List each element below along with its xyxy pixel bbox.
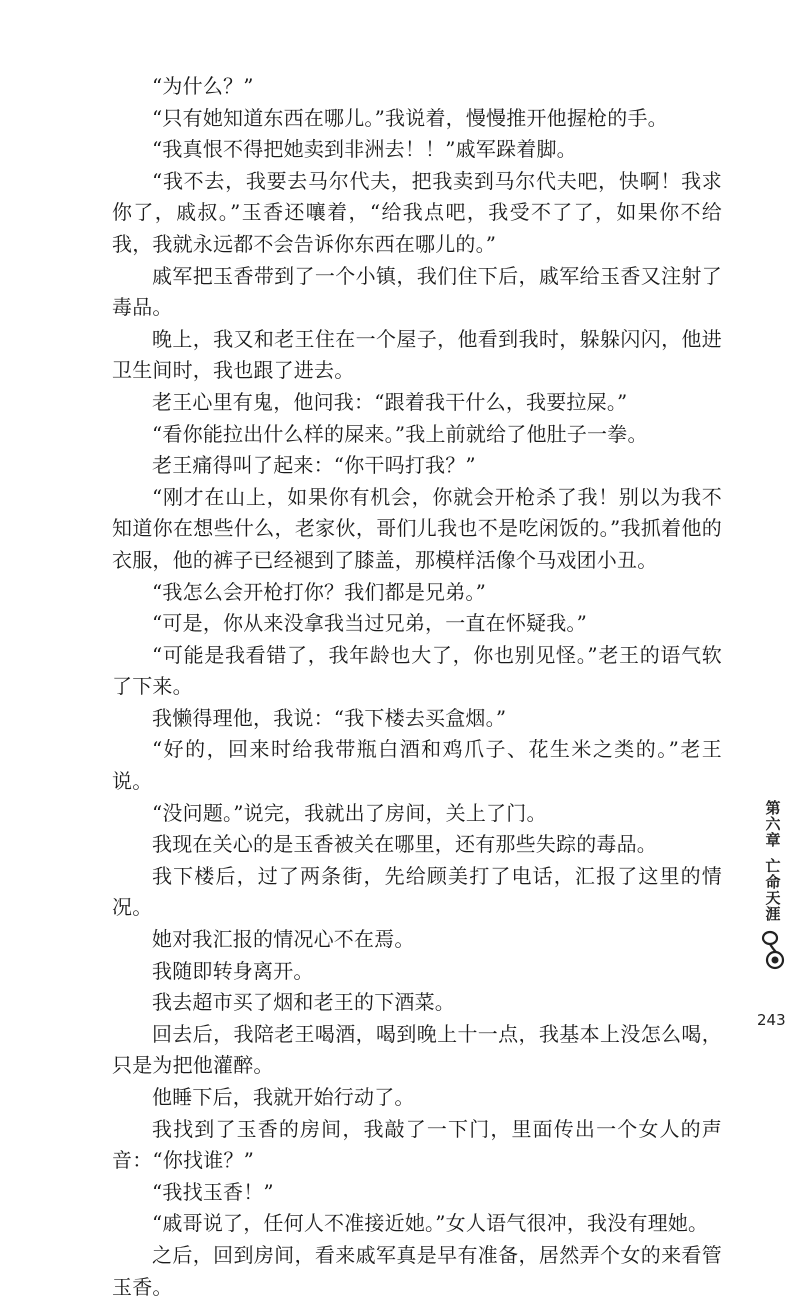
- paragraph: 我下楼后，过了两条街，先给顾美打了电话，汇报了这里的情况。: [112, 863, 722, 920]
- paragraph: 我懒得理他，我说：“我下楼去买盒烟。”: [152, 705, 507, 730]
- paragraph: “我不去，我要去马尔代夫，把我卖到马尔代夫吧，快啊！我求你了，戚叔。”玉香还嚷着，“给我点吧，我受不了了，如果你不给我，我就永远都不会告诉你东西在哪儿的。”: [112, 168, 722, 256]
- paragraph: “只有她知道东西在哪儿。”我说着，慢慢推开他握枪的手。: [152, 105, 668, 130]
- paragraph: “刚才在山上，如果你有机会，你就会开枪杀了我！别以为我不知道你在想些什么，老家伙，哥们儿我也不是吃闲饭的。”我抓着他的衣服，他的裤子已经褪到了膝盖，那模样活像个马戏团小丑。: [112, 484, 722, 572]
- paragraph: 我找到了玉香的房间，我敲了一下门，里面传出一个女人的声音：“你找谁？”: [112, 1116, 722, 1173]
- body-text: [112, 71, 722, 1303]
- paragraph: 晚上，我又和老王住在一个屋子，他看到我时，躲躲闪闪，他进卫生间时，我也跟了进去。: [112, 326, 722, 383]
- chapter-side-tab: [758, 800, 788, 970]
- paragraph: “戚哥说了，任何人不准接近她。”女人语气很冲，我没有理她。: [152, 1211, 709, 1236]
- paragraph: 她对我汇报的情况心不在焉。: [152, 927, 415, 952]
- paragraph: 我去超市买了烟和老王的下酒菜。: [152, 990, 455, 1015]
- chapter-number: 第六章: [763, 800, 782, 848]
- paragraph: “好的，回来时给我带瓶白酒和鸡爪子、花生米之类的。”老王说。: [112, 737, 722, 794]
- paragraph: “可是，你从来没拿我当过兄弟，一直在怀疑我。”: [152, 611, 588, 636]
- paragraph: 回去后，我陪老王喝酒，喝到晚上十一点，我基本上没怎么喝，只是为把他灌醉。: [112, 1021, 722, 1078]
- paragraph: “看你能拉出什么样的屎来。”我上前就给了他肚子一拳。: [152, 421, 648, 446]
- chapter-title: 亡命天涯: [763, 858, 782, 922]
- paragraph: 我随即转身离开。: [152, 958, 314, 983]
- paragraph: 我现在关心的是玉香被关在哪里，还有那些失踪的毒品。: [152, 832, 657, 857]
- paragraph: 之后，回到房间，看来戚军真是早有准备，居然弄个女的来看管玉香。: [112, 1242, 722, 1299]
- handcuffs-icon: [760, 930, 786, 970]
- paragraph: 老王痛得叫了起来：“你干吗打我？”: [152, 453, 476, 478]
- paragraph: 老王心里有鬼，他问我：“跟着我干什么，我要拉屎。”: [152, 389, 628, 414]
- paragraph: “我找玉香！”: [152, 1179, 274, 1204]
- paragraph: 他睡下后，我就开始行动了。: [152, 1085, 415, 1109]
- paragraph: “我怎么会开枪打你？我们都是兄弟。”: [152, 579, 487, 604]
- paragraph: “我真恨不得把她卖到非洲去！！”戚军跺着脚。: [152, 137, 577, 162]
- page-number: 243: [757, 1011, 786, 1029]
- paragraph: “没问题。”说完，我就出了房间，关上了门。: [152, 800, 547, 825]
- paragraph: “为什么？”: [152, 74, 254, 98]
- paragraph: “可能是我看错了，我年龄也大了，你也别见怪。”老王的语气软了下来。: [112, 642, 722, 699]
- paragraph: 戚军把玉香带到了一个小镇，我们住下后，戚军给玉香又注射了毒品。: [112, 263, 722, 320]
